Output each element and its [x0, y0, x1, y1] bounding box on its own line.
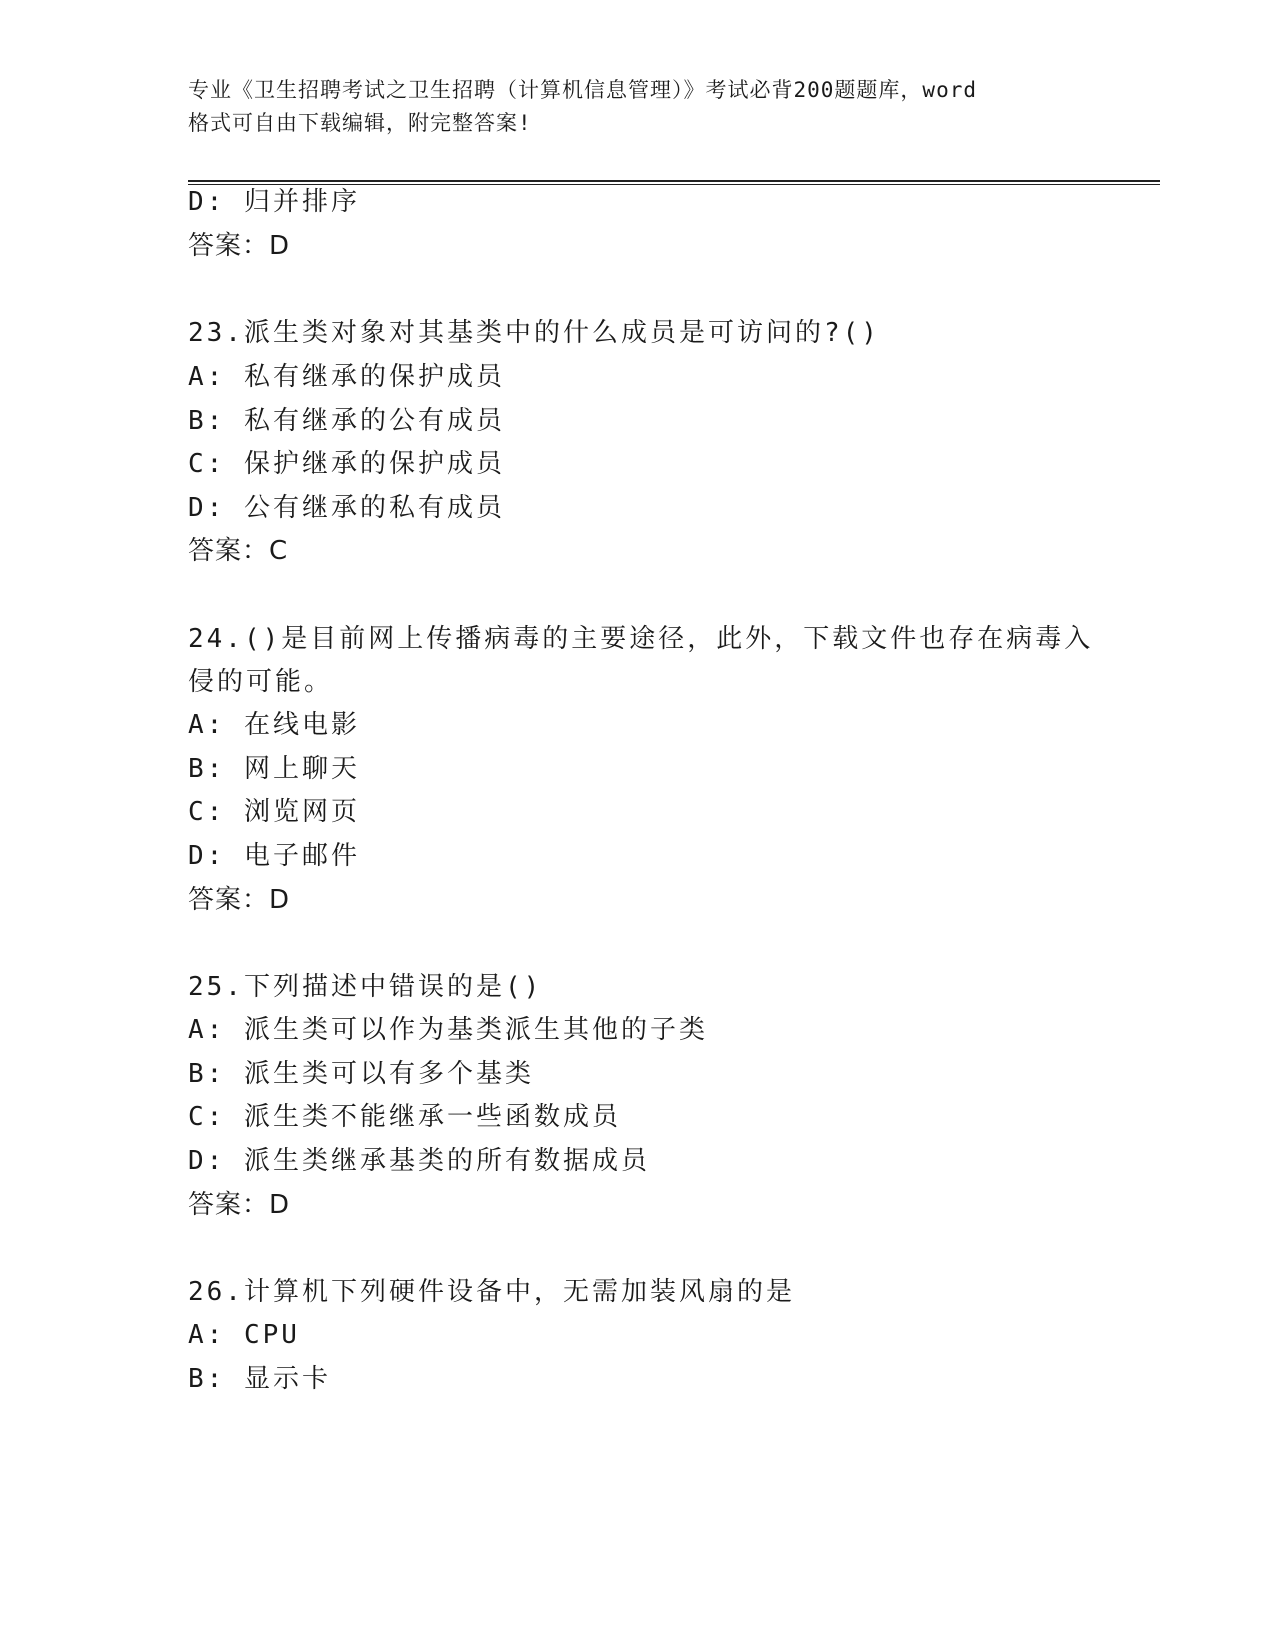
- q25-question: 25.下列描述中错误的是(): [188, 972, 543, 1002]
- q26-option-a: A: CPU: [188, 1320, 300, 1350]
- q23-question: 23.派生类对象对其基类中的什么成员是可访问的?(): [188, 318, 880, 348]
- q26-option-b: B: 显示卡: [188, 1364, 331, 1394]
- q24-option-b: B: 网上聊天: [188, 754, 360, 784]
- q25-option-b: B: 派生类可以有多个基类: [188, 1059, 534, 1089]
- header-line-1: 专业《卫生招聘考试之卫生招聘（计算机信息管理）》考试必背200题题库，word: [188, 78, 977, 102]
- q24-question-line-1: 24.()是目前网上传播病毒的主要途径，此外，下载文件也存在病毒入: [188, 624, 1094, 654]
- q23-option-b: B: 私有继承的公有成员: [188, 406, 505, 436]
- q23-option-d: D: 公有继承的私有成员: [188, 493, 505, 523]
- q23-option-a: A: 私有继承的保护成员: [188, 362, 505, 392]
- document-header: [188, 74, 1088, 140]
- prev-option-d: D: 归并排序: [188, 187, 360, 217]
- q24-option-c: C: 浏览网页: [188, 797, 360, 827]
- q23-answer: 答案：C: [188, 536, 289, 566]
- q24-option-d: D: 电子邮件: [188, 841, 360, 871]
- q24-answer: 答案：D: [188, 885, 291, 915]
- q24-question-line-2: 侵的可能。: [188, 667, 334, 697]
- q23-option-c: C: 保护继承的保护成员: [188, 449, 505, 479]
- header-line-2: 格式可自由下载编辑，附完整答案!: [188, 111, 532, 135]
- q25-answer: 答案：D: [188, 1190, 291, 1220]
- q25-option-c: C: 派生类不能继承一些函数成员: [188, 1102, 621, 1132]
- q24-option-a: A: 在线电影: [188, 710, 360, 740]
- prev-answer: 答案：D: [188, 231, 291, 261]
- q26-question: 26.计算机下列硬件设备中，无需加装风扇的是: [188, 1277, 795, 1307]
- q25-option-a: A: 派生类可以作为基类派生其他的子类: [188, 1015, 708, 1045]
- q25-option-d: D: 派生类继承基类的所有数据成员: [188, 1146, 650, 1176]
